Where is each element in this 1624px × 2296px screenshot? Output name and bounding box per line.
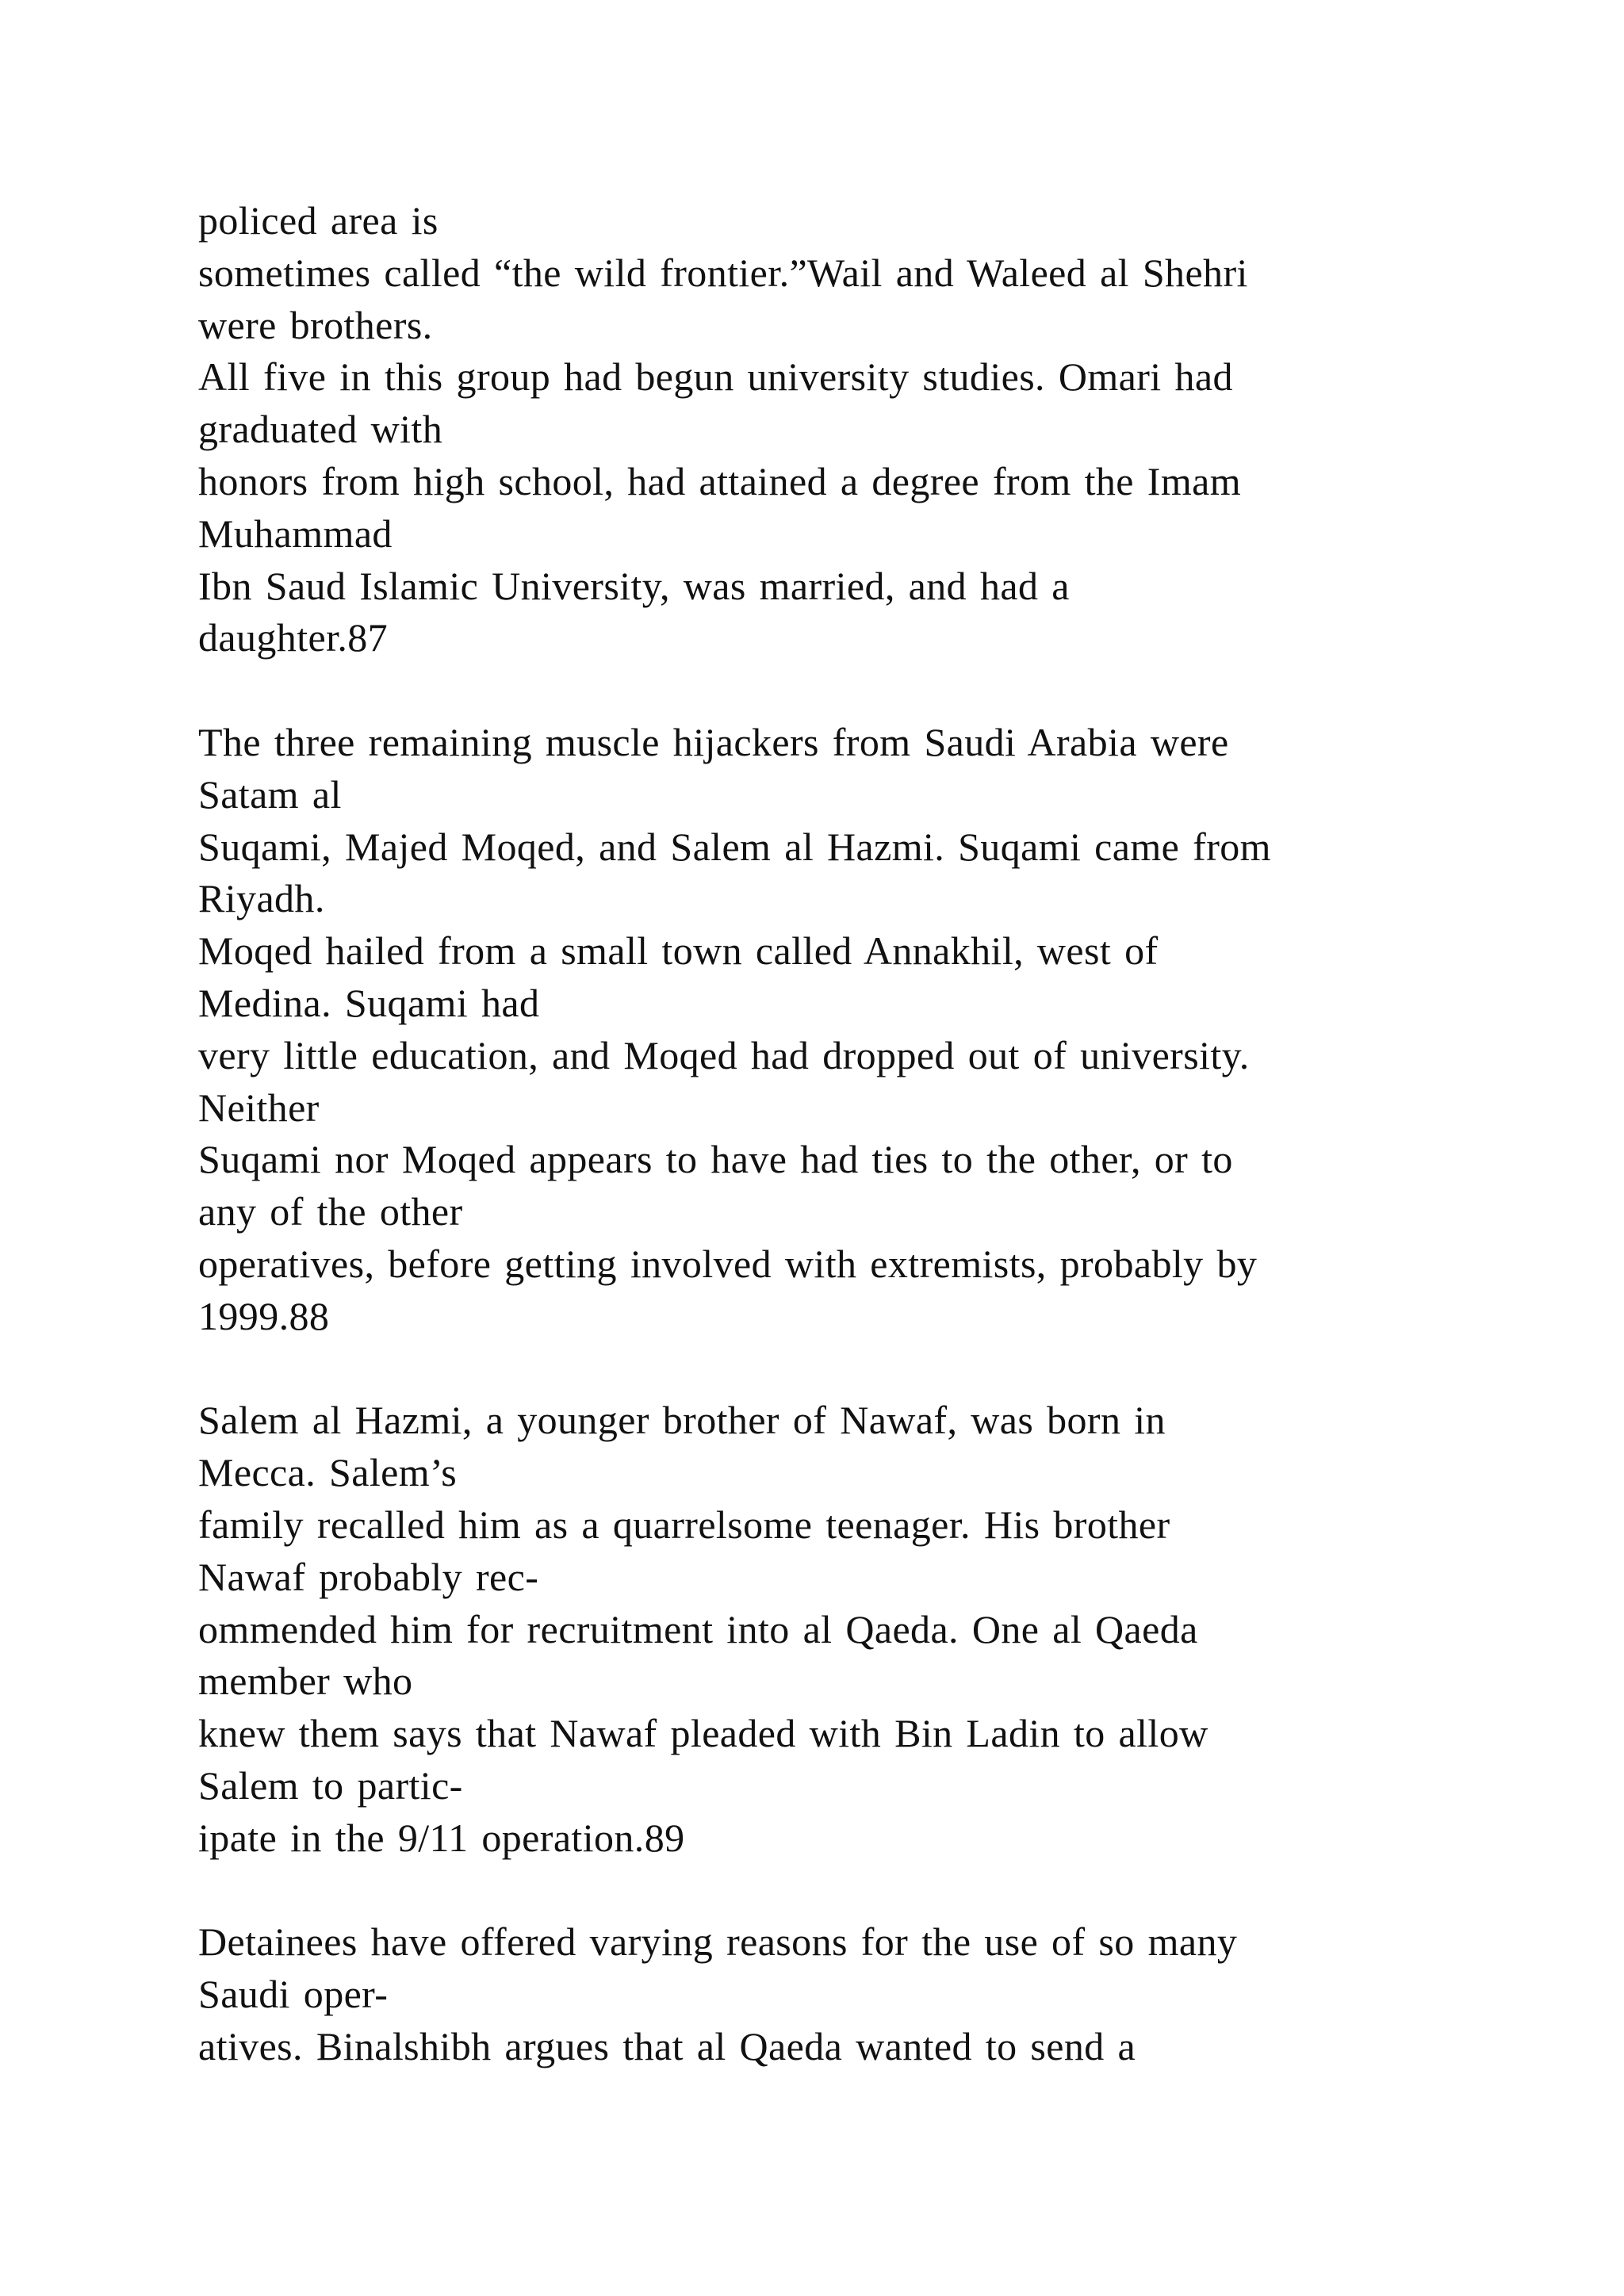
text-line: Mecca. Salem’s <box>198 1450 458 1495</box>
text-line: ommended him for recruitment into al Qaeda. One al Qaeda <box>198 1606 1198 1651</box>
text-line: graduated with <box>198 407 443 452</box>
text-line: Saudi oper- <box>198 1972 389 2017</box>
text-line: Suqami nor Moqed appears to have had ties to the other, or to <box>198 1137 1233 1182</box>
text-line: Neither <box>198 1085 320 1130</box>
text-line: Salem al Hazmi, a younger brother of Nawaf, was born in <box>198 1398 1166 1443</box>
paragraph <box>198 717 1546 1343</box>
text-line: Satam al <box>198 771 342 817</box>
text-line: Riyadh. <box>198 876 325 921</box>
text-line: policed area is <box>198 198 439 243</box>
paragraph <box>198 195 1546 664</box>
text-line: very little education, and Moqed had dropped out of university. <box>198 1032 1250 1077</box>
paragraph <box>198 1395 1546 1864</box>
text-line: family recalled him as a quarrelsome teenager. His brother <box>198 1502 1170 1547</box>
text-line: member who <box>198 1659 413 1704</box>
text-line: Suqami, Majed Moqed, and Salem al Hazmi. Suqami came from <box>198 824 1271 869</box>
paragraph-gap <box>198 664 1546 717</box>
text-line: 1999.88 <box>198 1293 330 1338</box>
text-line: The three remaining muscle hijackers from Saudi Arabia were <box>198 719 1229 764</box>
text-line: were brothers. <box>198 302 433 347</box>
text-line: Ibn Saud Islamic University, was married, and had a <box>198 563 1070 608</box>
text-line: sometimes called “the wild frontier.”Wail and Waleed al Shehri <box>198 250 1248 295</box>
text-line: Medina. Suqami had <box>198 980 540 1025</box>
text-line: any of the other <box>198 1189 463 1234</box>
paragraph-gap <box>198 1343 1546 1395</box>
paragraph-gap <box>198 1865 1546 1917</box>
text-line: daughter.87 <box>198 615 389 660</box>
text-line: Salem to partic- <box>198 1762 463 1808</box>
text-line: Moqed hailed from a small town called Annakhil, west of <box>198 928 1159 974</box>
text-line: operatives, before getting involved with extremists, probably by <box>198 1241 1258 1286</box>
text-line: Muhammad <box>198 511 393 556</box>
text-line: Detainees have offered varying reasons for the use of so many <box>198 1919 1238 1965</box>
text-line: Nawaf probably rec- <box>198 1554 539 1599</box>
body-text <box>198 195 1546 2073</box>
text-line: honors from high school, had attained a degree from the Imam <box>198 458 1242 503</box>
text-line: All five in this group had begun university studies. Omari had <box>198 354 1233 400</box>
text-line: knew them says that Nawaf pleaded with Bin Ladin to allow <box>198 1711 1208 1756</box>
text-line: atives. Binalshibh argues that al Qaeda wanted to send a <box>198 2023 1136 2068</box>
paragraph <box>198 1916 1546 2072</box>
text-line: ipate in the 9/11 operation.89 <box>198 1815 685 1860</box>
